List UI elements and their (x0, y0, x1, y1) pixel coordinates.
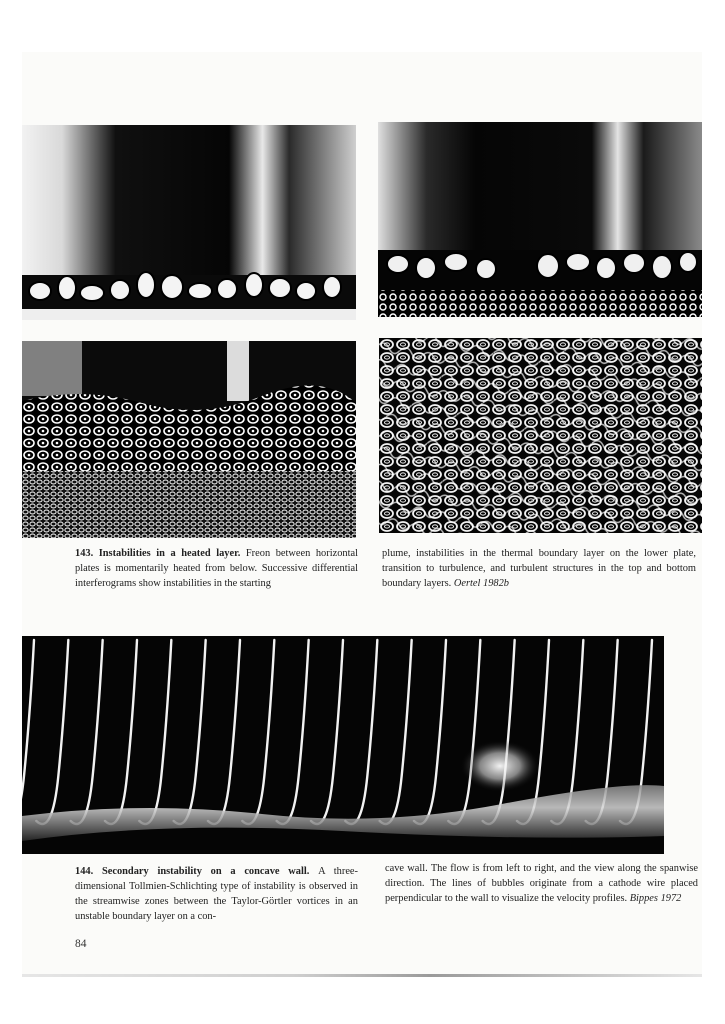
figure-143-number: 143. (75, 548, 99, 559)
figure-144-caption-left (75, 864, 358, 924)
figure-143-title: Instabilities in a heated layer. (98, 548, 246, 559)
interferogram-photo-1 (22, 125, 356, 320)
figure-143-credit: Oertel 1982b (453, 578, 509, 589)
figure-144-caption-right (385, 861, 698, 906)
interferogram-photo-2 (378, 122, 702, 317)
figure-144-title: Secondary instability on a concave wall. (101, 866, 319, 877)
figure-143-text-left: Freon between horizontal plates is momentarily heated from below. Successive differential interferograms show instabilities in the starting (75, 548, 358, 589)
figure-144-text-left: A three-dimensional Tollmien-Schlichting type of instability is observed in the streamwise zones between the Taylor-Görtler vortices in an unstable boundary layer on a con- (75, 866, 358, 922)
bubble-wire-photo (22, 636, 664, 854)
interferogram-photo-4 (379, 338, 702, 533)
figure-143-caption-left (75, 546, 358, 591)
figure-143-caption-right (382, 546, 696, 591)
figure-144-text-right: cave wall. The flow is from left to right, and the view along the spanwise direction. The lines of bubbles originate from a cathode wire placed perpendicular to the wall to visualize the velocity profiles. (385, 863, 698, 904)
figure-143-text-right: plume, instabilities in the thermal boundary layer on the lower plate, transition to turbulence, and turbulent structures in the top and bottom boundary layers. (382, 548, 696, 589)
page-number: 84 (75, 938, 87, 950)
figure-144-credit: Bippes 1972 (629, 893, 682, 904)
figure-144-number: 144. (75, 866, 102, 877)
interferogram-photo-3 (22, 341, 356, 538)
